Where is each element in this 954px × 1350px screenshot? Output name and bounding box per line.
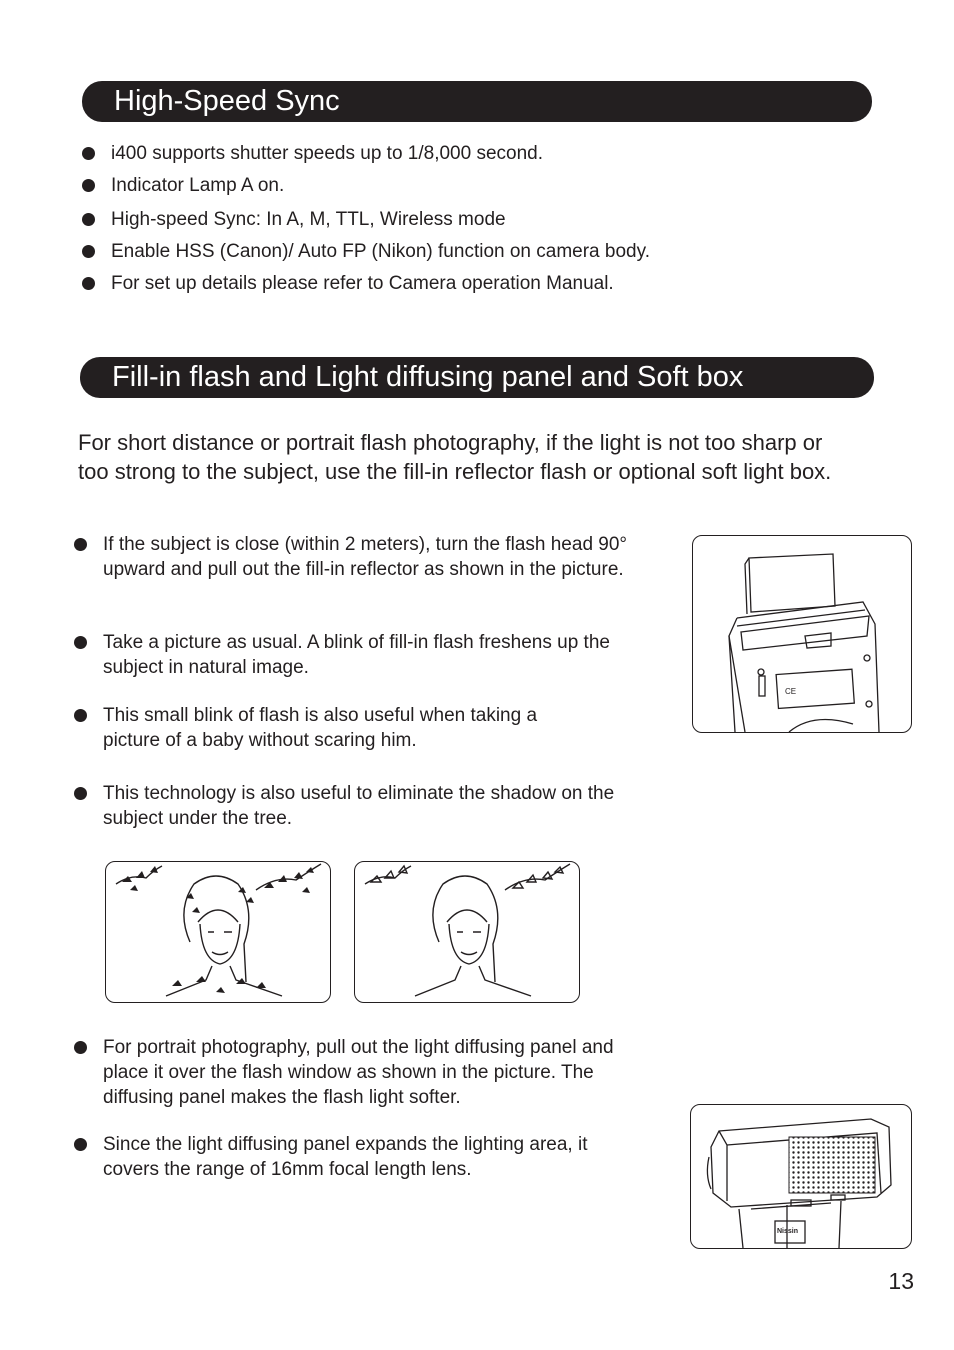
list-item: For set up details please refer to Camera operation Manual. [111, 271, 871, 296]
nissin-brand: Nissin [777, 1228, 799, 1235]
flash-reflector-illustration [693, 536, 911, 732]
list-item: For portrait photography, pull out the light diffusing panel and place it over the flash window as shown in the picture. The diffusing panel makes the flash light softer. [103, 1035, 633, 1110]
portrait-fill-flash-illustration [355, 862, 579, 1002]
ce-mark: CE [785, 687, 797, 696]
list-item: Enable HSS (Canon)/ Auto FP (Nikon) function on camera body. [111, 239, 871, 264]
list-item: i400 supports shutter speeds up to 1/8,000 second. [111, 141, 871, 166]
section-title-fill-in-flash [80, 357, 874, 398]
intro-paragraph: For short distance or portrait flash photography, if the light is not too sharp or too strong to the subject, use the fill-in reflector flash or optional soft light box. [78, 430, 832, 484]
list-item: If the subject is close (within 2 meters), turn the flash head 90° upward and pull out the fill-in reflector as shown in the picture. [103, 532, 648, 582]
list-item: This small blink of flash is also useful when taking a picture of a baby without scaring him. [103, 703, 573, 753]
section-title-text: Fill-in flash and Light diffusing panel and Soft box [112, 361, 744, 393]
figure-flash-diffuser [690, 1104, 912, 1249]
section-title-high-speed-sync [82, 81, 872, 122]
page-number: 13 [888, 1268, 914, 1294]
figure-portrait-fill-flash [354, 861, 580, 1003]
figure-flash-reflector [692, 535, 912, 733]
figure-portrait-shadow [105, 861, 331, 1003]
list-item: Indicator Lamp A on. [111, 173, 871, 198]
list-item: Take a picture as usual. A blink of fill-in flash freshens up the subject in natural image. [103, 630, 648, 680]
flash-diffuser-illustration [691, 1105, 911, 1248]
list-item: High-speed Sync: In A, M, TTL, Wireless mode [111, 207, 871, 232]
list-item: This technology is also useful to eliminate the shadow on the subject under the tree. [103, 781, 643, 831]
list-item: Since the light diffusing panel expands the lighting area, it covers the range of 16mm focal length lens. [103, 1132, 593, 1182]
section-title-text: High-Speed Sync [114, 85, 340, 117]
portrait-shadow-illustration [106, 862, 330, 1002]
